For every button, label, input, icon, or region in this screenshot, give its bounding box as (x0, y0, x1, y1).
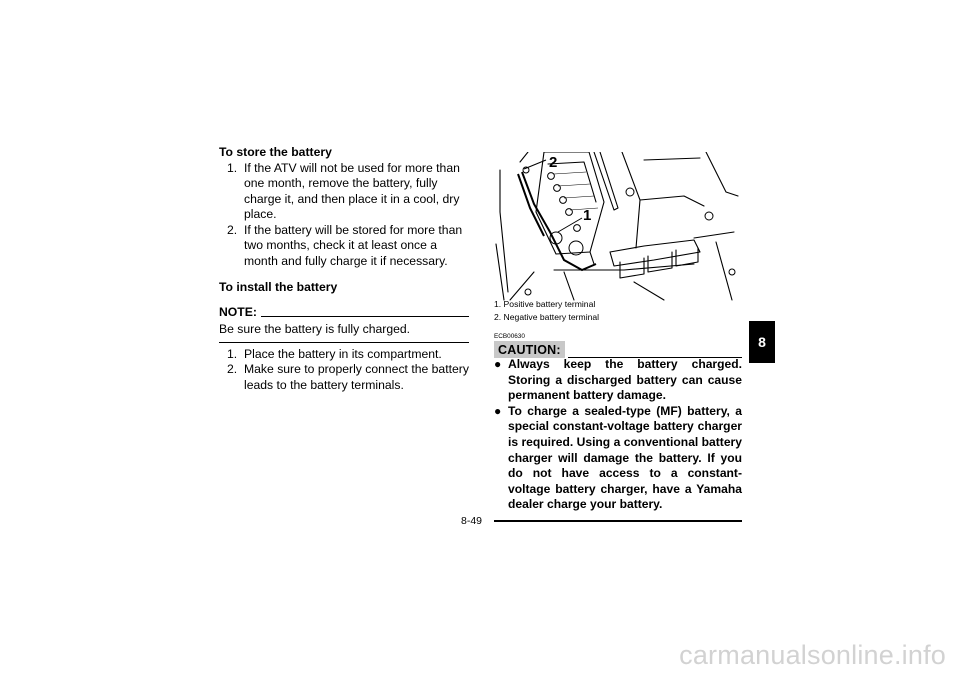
step-number: 1. (227, 346, 238, 361)
page-number: 8-49 (461, 515, 483, 527)
caption-1: 1. Positive battery terminal (494, 299, 596, 309)
caution-label: CAUTION: (494, 341, 565, 358)
caution-body (494, 357, 742, 522)
step-text: Make sure to properly connect the battery leads to the battery terminals. (244, 362, 469, 392)
figure-captions (494, 298, 599, 323)
left-column (219, 145, 469, 393)
note-rule (261, 315, 469, 317)
note-header (219, 305, 469, 321)
caution-item (494, 404, 742, 513)
step-number: 1. (227, 160, 238, 175)
bullet-icon: ● (494, 357, 502, 371)
step-text: If the battery will be stored for more than two months, check it at least once a month and fully charge it if necessary. (244, 222, 463, 268)
step-number: 2. (227, 362, 238, 376)
step-text: Place the battery in its compartment. (244, 346, 442, 361)
step-text: If the ATV will not be used for more than one month, remove the battery, fully charge it, and then place it in a cool, dry place. (244, 160, 460, 221)
caution-item-text: To charge a sealed-type (MF) battery, a special constant-voltage battery charger is required. Using a conventional battery charger will damage the battery. If you do not have access to a constant-voltage battery charger, have a Yamaha dealer charge your battery. (508, 403, 742, 512)
caution-item-text: Always keep the battery charged. Storing a discharged battery can cause permanent battery damage. (508, 357, 742, 403)
caution-item (494, 357, 742, 404)
bullet-icon: ● (494, 403, 502, 418)
note-text: Be sure the battery is fully charged. (219, 320, 469, 343)
callout-2: 2 (549, 154, 558, 171)
caption-2: 2. Negative battery terminal (494, 311, 600, 322)
step-number: 2. (227, 222, 238, 237)
install-battery-heading: To install the battery (219, 280, 338, 294)
watermark: carmanualsonline.info (679, 640, 946, 670)
install-step-1 (219, 347, 469, 363)
install-step-2 (219, 362, 469, 393)
store-battery-heading: To store the battery (219, 145, 332, 159)
store-step-1 (219, 161, 469, 223)
callout-1: 1 (583, 207, 592, 224)
chapter-tab[interactable]: 8 (749, 321, 775, 363)
caution-header (494, 341, 742, 358)
caution-code: ECB00630 (494, 333, 525, 340)
note-label: NOTE: (219, 304, 257, 319)
battery-compartment-photo (494, 152, 742, 301)
store-step-2 (219, 223, 469, 270)
